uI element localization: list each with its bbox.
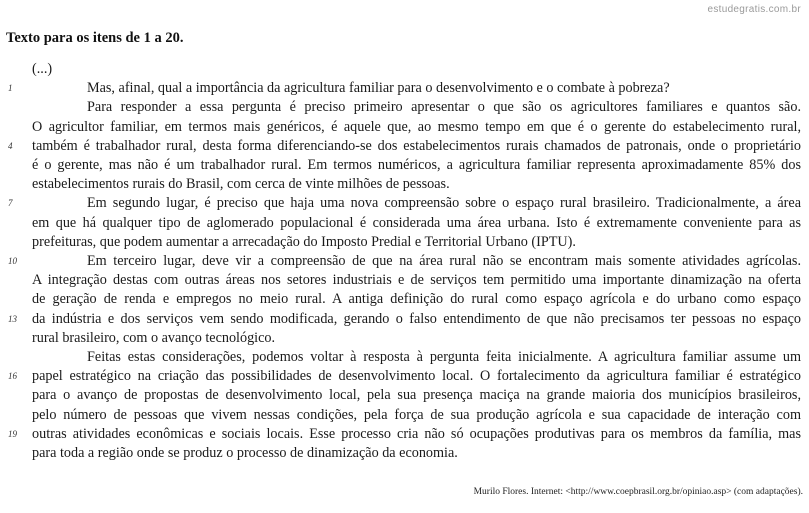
line-text: é o gerente, mas não é um trabalhador rural. Em termos numéricos, a agricultura familiar representa aproximadamente 85% dos (32, 157, 801, 173)
text-line (0, 425, 809, 444)
text-line (0, 252, 809, 271)
text-line (0, 310, 809, 329)
line-number: 19 (8, 428, 17, 439)
line-text: Feitas estas considerações, podemos voltar à resposta à pergunta feita inicialmente. A agricultura familiar assume um (87, 349, 801, 365)
text-line (0, 348, 809, 367)
line-text: O agricultor familiar, em termos mais genéricos, é aquele que, ao mesmo tempo em que é o gerente do estabelecimento rural, (32, 118, 801, 135)
text-line (0, 444, 809, 463)
text-line (0, 271, 809, 290)
text-line (0, 118, 809, 137)
text-line (0, 79, 809, 98)
source-citation: Murilo Flores. Internet: <http://www.coepbrasil.org.br/opiniao.asp> (com adaptações). (473, 487, 803, 497)
text-line (0, 406, 809, 425)
line-text: pelo número de pessoas que vivem nessas condições, pela força de sua produção agrícola e sua capacidade de interação com (32, 406, 801, 423)
line-text: Mas, afinal, qual a importância da agricultura familiar para o desenvolvimento e o combate à pobreza? (87, 80, 670, 97)
text-line (0, 329, 809, 348)
line-number: 4 (8, 140, 13, 151)
line-text: rural brasileiro, com o avanço tecnológico. (32, 329, 276, 346)
line-text: estabelecimentos rurais do Brasil, com cerca de vinte milhões de pessoas. (32, 176, 450, 193)
line-number: 7 (8, 198, 13, 209)
line-text: A integração destas com outras áreas nos setores industriais e de serviços tem permitido uma importante dinamização na oferta (32, 272, 801, 289)
line-text: Para responder a essa pergunta é preciso primeiro apresentar o que são os agricultores familiares e quantos são. (87, 99, 801, 116)
line-text: (...) (32, 61, 53, 77)
line-text: também é trabalhador rural, desta forma diferenciando-se dos estabelecimentos rurais chamados de patronais, onde o proprietário (32, 137, 801, 154)
line-text: para o avanço de propostas de desenvolvimento local, pela sua presença maciça na grande maioria dos municípios brasileiros, (32, 387, 801, 404)
line-number: 16 (8, 371, 17, 382)
line-text: da indústria e dos serviços vem sendo modificada, gerando o falso entendimento de que não precisamos ter pessoas no espaço (32, 310, 801, 327)
line-text: em que há qualquer tipo de aglomerado populacional é considerada uma área urbana. Isto é extremamente conveniente para as (32, 214, 801, 231)
line-number: 13 (8, 313, 17, 324)
line-text: prefeituras, que podem aumentar a arrecadação do Imposto Predial e Territorial Urbano (IPTU). (32, 233, 576, 250)
line-text: de geração de renda e empregos no meio rural. A antiga definição do rural como espaço agrícola e do urbano como espaço (32, 291, 801, 308)
text-line (0, 290, 809, 309)
line-text: papel estratégico na criação das possibilidades de desenvolvimento local. O fortalecimento da agricultura familiar é estratégico (32, 368, 801, 385)
text-line (0, 60, 809, 79)
text-line (0, 156, 809, 175)
line-number: 10 (8, 256, 17, 266)
line-text: outras atividades econômicas e sociais locais. Esse processo cria não só ocupações produtivas para os membros da família, mas (32, 425, 801, 442)
text-line (0, 175, 809, 194)
line-text: Em terceiro lugar, deve vir a compreensão de que na área rural não se encontram mais somente atividades agrícolas. (87, 253, 801, 269)
text-line (0, 137, 809, 156)
page-title: Texto para os itens de 1 a 20. (6, 30, 184, 46)
line-text: para toda a região onde se produz o processo de dinamização da economia. (32, 445, 458, 461)
text-line (0, 194, 809, 213)
line-number: 1 (8, 83, 13, 94)
text-line (0, 98, 809, 117)
text-line (0, 367, 809, 386)
text-line (0, 386, 809, 405)
watermark: estudegratis.com.br (707, 4, 801, 15)
text-line (0, 214, 809, 233)
line-text: Em segundo lugar, é preciso que haja uma nova compreensão sobre o espaço rural brasileiro. Tradicionalmente, a área (87, 195, 801, 212)
text-line (0, 233, 809, 252)
